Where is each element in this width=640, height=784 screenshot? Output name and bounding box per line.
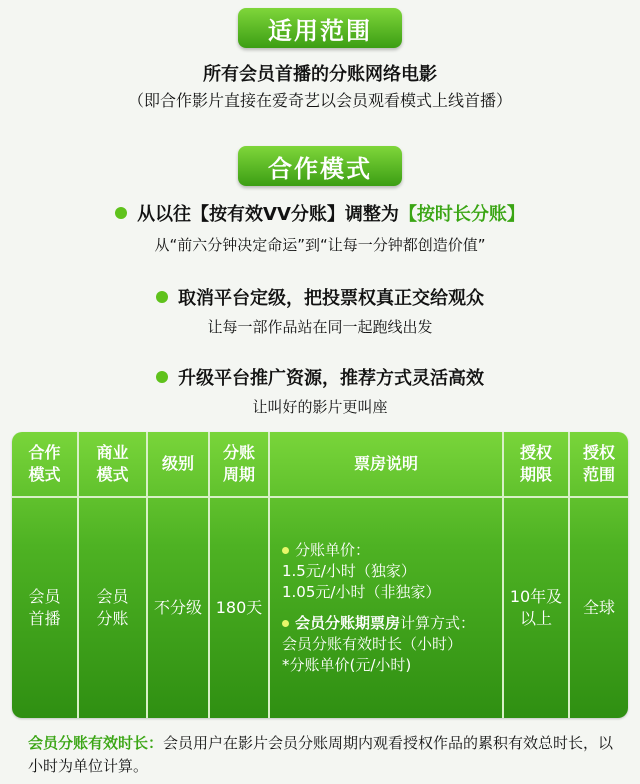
unit-price-nonexclusive: 1.05元/小时（非独家） [282,583,441,601]
bullet-dot-icon [115,207,127,219]
mode-point-3 [0,364,640,390]
table-header: 票房说明 [269,432,503,497]
table-header-row [12,432,628,497]
mode-point-2 [0,284,640,310]
table-header: 授权 期限 [503,432,569,497]
scope-line-2: （即合作影片直接在爱奇艺以会员观看模式上线首播） [127,91,512,110]
calc-line-2: *分账单价(元/小时) [282,656,412,674]
bullet-dot-icon [282,547,289,554]
footnote [28,732,618,778]
cell-level: 不分级 [147,497,209,718]
mode-point-3-title: 升级平台推广资源，推荐方式灵活高效 [178,368,484,389]
bullet-dot-icon [156,291,168,303]
mode-point-2-sub: 让每一部作品站在同一起跑线出发 [207,318,433,336]
scope-heading: 适用范围 [238,8,402,48]
mode-point-1-sub: 从“前六分钟决定命运”到“让每一分钟都创造价值” [154,236,486,254]
cell-term: 10年及 以上 [503,497,569,718]
calc-title-row [282,613,502,634]
mode-point-1-highlight: 【按时长分账】 [398,204,525,225]
mode-point-2-title: 取消平台定级，把投票权真正交给观众 [178,288,484,309]
cell-box-office [269,497,503,718]
calc-title-rest: 计算方式： [400,614,476,632]
footnote-label: 会员分账有效时长： [28,734,164,752]
table-row [12,497,628,718]
table-header: 商业 模式 [78,432,147,497]
mode-point-3-sub: 让叫好的影片更叫座 [252,398,388,416]
scope-line-1: 所有会员首播的分账网络电影 [203,64,437,85]
footnote-text: 会员用户在影片会员分账周期内观看授权作品的累积有效总时长，以小时为单位计算。 [28,734,614,775]
cell-biz-mode: 会员 分账 [78,497,147,718]
calc-title-bold: 会员分账期票房 [295,614,401,632]
table-header: 授权 范围 [569,432,628,497]
calc-line-1: 会员分账有效时长（小时） [282,635,463,653]
unit-price-title-row [282,540,502,561]
table-header: 分账 周期 [209,432,269,497]
mode-point-1-title: 从以往【按有效VV分账】调整为 [137,204,399,225]
cell-range: 全球 [569,497,628,718]
mode-heading: 合作模式 [238,146,402,186]
bullet-dot-icon [282,620,289,627]
mode-point-1 [0,200,640,226]
unit-price-exclusive: 1.5元/小时（独家） [282,562,416,580]
cooperation-table [12,432,628,718]
cell-coop-mode: 会员 首播 [12,497,78,718]
bullet-dot-icon [156,371,168,383]
unit-price-title: 分账单价： [295,541,371,559]
cell-cycle: 180天 [209,497,269,718]
table-header: 级别 [147,432,209,497]
table-header: 合作 模式 [12,432,78,497]
